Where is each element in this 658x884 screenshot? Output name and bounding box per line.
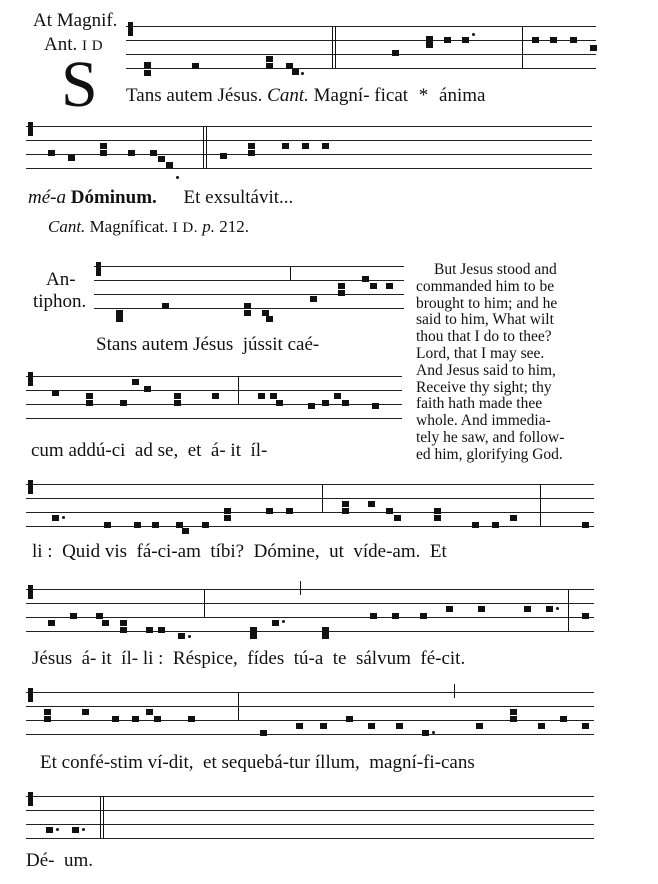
staff-1 — [126, 26, 596, 70]
antiphon-label-2: tiphon. — [33, 291, 87, 312]
half-bar — [238, 376, 239, 404]
staff-3 — [94, 266, 404, 310]
translation-line: ed him, glorifying God. — [416, 445, 563, 463]
translation-line: And Jesus said to him, — [416, 361, 556, 379]
lyric-line-2: mé-a Dóminum. Et exsultávit... — [28, 187, 294, 208]
do-clef — [28, 585, 33, 599]
translation-line: commanded him to be — [416, 277, 555, 295]
english-translation — [416, 262, 594, 464]
do-clef — [96, 262, 101, 276]
translation-line: whole. And immedia- — [416, 412, 551, 430]
double-bar — [100, 796, 104, 838]
do-clef — [28, 122, 33, 136]
bar-line — [568, 589, 569, 631]
antiphon-label-1: An- — [46, 269, 76, 290]
do-clef — [28, 792, 33, 806]
lyric-line-8: Dé- um. — [26, 850, 94, 871]
translation-line: said to him, What wilt — [416, 311, 554, 329]
quarter-bar — [290, 266, 291, 280]
staff-8 — [26, 796, 594, 840]
translation-line: tely he saw, and follow- — [416, 428, 565, 446]
bar-line — [540, 484, 541, 526]
translation-line: But Jesus stood and — [434, 261, 557, 278]
translation-line: faith hath made thee — [416, 395, 543, 413]
lyric-line-1: Tans autem Jésus. Cant. Magní- ficat * ánima — [126, 85, 486, 106]
mode-label: I D — [82, 38, 104, 54]
initial-letter: S — [61, 48, 98, 121]
antiphon-lyric-2: cum addú-ci ad se, et á- it íl- — [31, 440, 268, 461]
chant-label-magnificat: At Magnif. — [33, 10, 118, 31]
lyric-line-6: Jésus á- it íl- li : Réspice, fídes tú-a te sálvum fé-cit. — [32, 648, 466, 669]
quarter-bar — [454, 684, 455, 698]
antiphon-lyric-1: Stans autem Jésus jússit caé- — [96, 334, 320, 355]
lyric-line-7: Et confé-stim ví-dit, et sequebá-tur íllum, magní-fi-cans — [40, 752, 475, 773]
half-bar — [204, 589, 205, 617]
do-clef — [28, 372, 33, 386]
staff-6 — [26, 589, 594, 633]
double-bar — [332, 26, 336, 68]
do-clef — [128, 22, 133, 36]
double-bar — [203, 126, 207, 168]
staff-5 — [26, 484, 594, 528]
half-bar — [322, 484, 323, 512]
translation-line: brought to him; and he — [416, 294, 558, 312]
staff-4 — [26, 376, 402, 420]
do-clef — [28, 480, 33, 494]
bar-line — [522, 26, 523, 68]
do-clef — [28, 688, 33, 702]
half-bar — [238, 692, 239, 720]
ant-label: Ant. — [44, 34, 78, 55]
quarter-bar — [300, 581, 301, 595]
translation-line: Receive thy sight; thy — [416, 378, 552, 396]
lyric-line-5: li : Quid vis fá-ci-am tíbi? Dómine, ut víde-am. Et — [32, 541, 447, 562]
translation-line: thou that I do to thee? — [416, 328, 552, 346]
translation-line: Lord, that I may see. — [416, 344, 545, 362]
reference-magnificat: Cant. Magníficat. I D. p. 212. — [48, 217, 249, 236]
staff-2 — [26, 126, 592, 170]
staff-7 — [26, 692, 594, 736]
